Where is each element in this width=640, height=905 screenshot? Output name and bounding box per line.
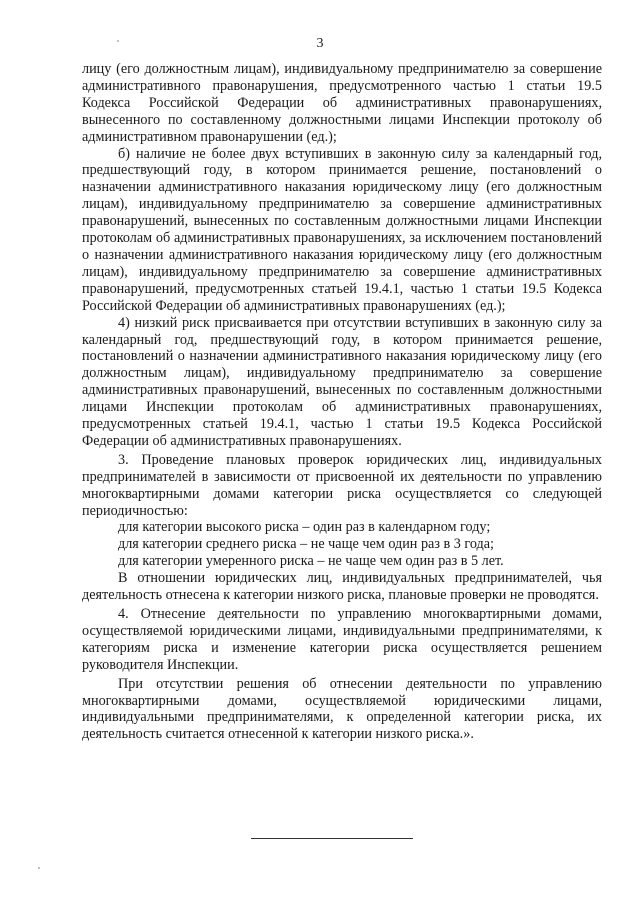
low-risk-note-paragraph: В отношении юридических лиц, индивидуальных предпринимателей, чья деятельность отнесена к категории низкого риска, плановые проверки не проводятся. <box>82 570 602 604</box>
scan-artifact-dot <box>38 867 40 869</box>
periodicity-list <box>82 519 602 570</box>
page-number: 3 <box>316 36 324 51</box>
subitem-b-paragraph: б) наличие не более двух вступивших в законную силу за календарный год, предшествующий году, в котором принимается решение, постановлений о назначении административного наказания юридическому лицу (его должностным лицам), индивидуальному предпринимателю за совершение административных правонарушений, вынесенных по составленным должностными лицами Инспекции протоколам об административных правонарушениях, за исключением постановлений о назначении административного наказания юридическому лицу (его должностным лицам), индивидуальному предпринимателю за совершение административных правонарушений, предусмотренных статьей 19.4.1, частью 1 статьи 19.5 Кодекса Российской Федерации об административных правонарушениях (ед.); <box>82 145 602 314</box>
periodicity-item-medium-risk: для категории среднего риска – не чаще чем один раз в 3 года; <box>118 536 494 553</box>
section-3-paragraph: 3. Проведение плановых проверок юридических лиц, индивидуальных предпринимателей в зависимости от присвоенной их деятельности по управлению многоквартирными домами категории риска осуществляется со следующей периодичностью: <box>82 451 602 519</box>
scan-artifact-dot <box>117 40 119 42</box>
document-body <box>82 61 602 743</box>
periodicity-item-moderate-risk: для категории умеренного риска – не чаще чем один раз в 5 лет. <box>118 553 504 570</box>
section-4-paragraph: 4. Отнесение деятельности по управлению многоквартирными домами, осуществляемой юридическими лицами, индивидуальными предпринимателями, к категориям риска и изменение категории риска осуществляется решением руководителя Инспекции. <box>82 606 602 673</box>
default-rule-paragraph: При отсутствии решения об отнесении деятельности по управлению многоквартирными домами, осуществляемой юридическими лицами, индивидуальными предпринимателями, к определенной категории риска, их деятельность считается отнесенной к категории низкого риска.». <box>82 675 602 743</box>
item-4-low-risk-paragraph: 4) низкий риск присваивается при отсутствии вступивших в законную силу за календарный год, предшествующий году, в котором принимается решение, постановлений о назначении административного наказания юридическому лицу (его должностным лицам), индивидуальному предпринимателю за совершение административных правонарушений, вынесенных по составленным должностными лицами Инспекции протоколам об административных правонарушениях, предусмотренных статьей 19.4.1, частью 1 статьи 19.5 Кодекса Российской Федерации об административных правонарушениях. <box>82 314 602 449</box>
periodicity-item-high-risk: для категории высокого риска – один раз в календарном году; <box>118 519 491 536</box>
signature-line <box>251 838 413 839</box>
continued-paragraph: лицу (его должностным лицам), индивидуальному предпринимателю за совершение административного правонарушения, предусмотренного частью 1 статьи 19.5 Кодекса Российской Федерации об административных правонарушениях, вынесенного по составленному должностными лицами Инспекции протоколу об административном правонарушении (ед.); <box>82 61 602 145</box>
